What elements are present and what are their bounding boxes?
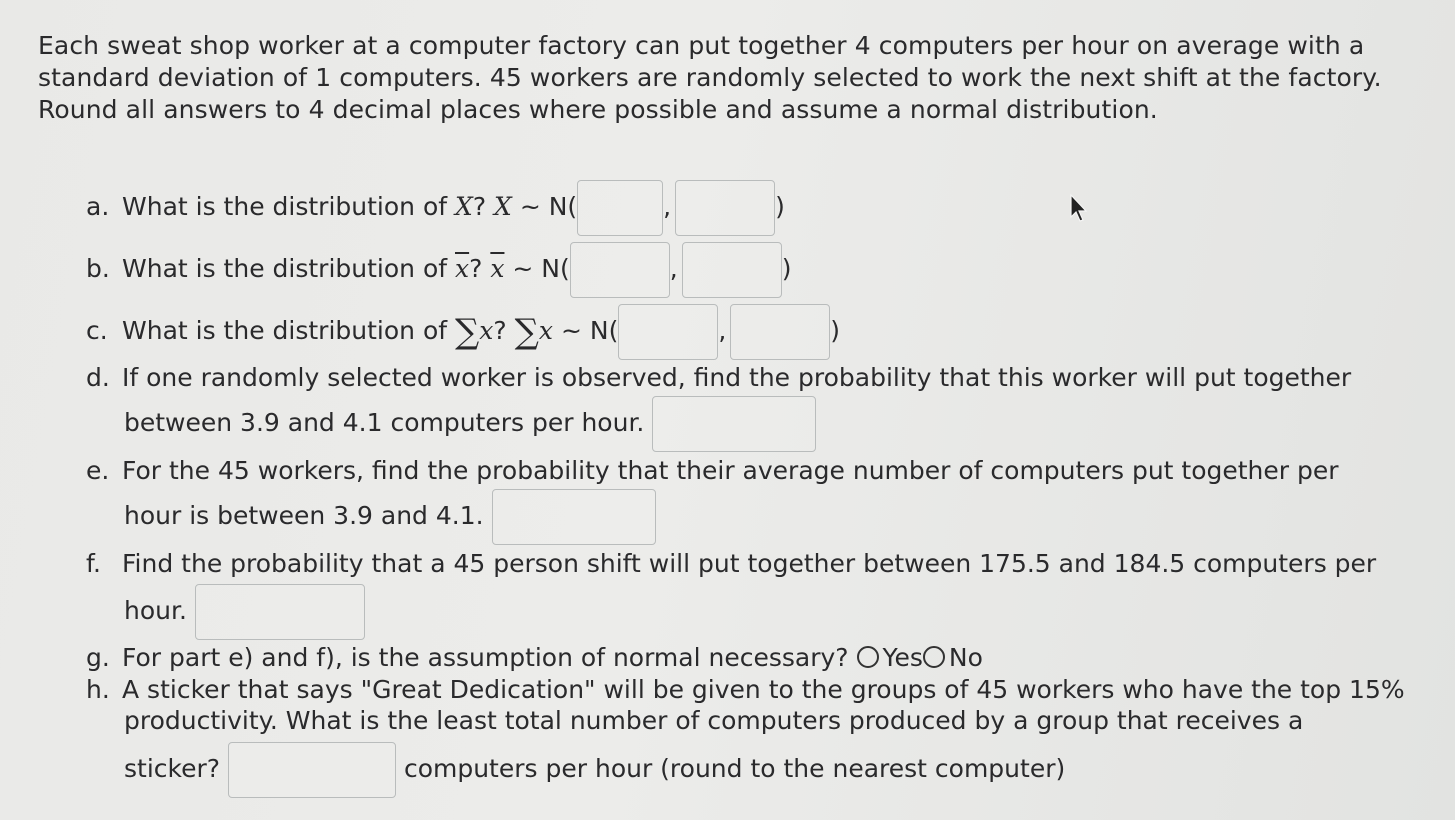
sd-answer-input[interactable] (730, 304, 830, 360)
question-f (86, 548, 1376, 580)
variable-x: x (538, 316, 554, 345)
mean-answer-input[interactable] (618, 304, 718, 360)
question-text: What is the distribution of (122, 254, 448, 283)
question-label: a. (86, 192, 110, 221)
question-text: What is the distribution of (122, 316, 448, 345)
question-label: e. (86, 456, 110, 485)
question-label: h. (86, 675, 110, 704)
normal-notation: ~ N( (512, 254, 570, 283)
variable-x-bar: $\overline{x}$ (490, 254, 505, 283)
question-mark: ? (493, 316, 507, 345)
question-c (86, 304, 840, 360)
no-radio[interactable] (923, 646, 945, 668)
question-text: If one randomly selected worker is observed, find the probability that this worker will put together (122, 363, 1352, 392)
variable-x: X (494, 192, 512, 221)
question-a (86, 180, 785, 236)
question-h-line3 (124, 742, 1065, 798)
variable-x-bar: $\overline{x}$ (455, 254, 470, 283)
question-label: d. (86, 363, 110, 392)
question-f-line2 (124, 584, 365, 640)
yes-radio[interactable] (857, 646, 879, 668)
question-text: productivity. What is the least total number of computers produced by a group that receives a (124, 706, 1304, 735)
question-d-line2 (124, 396, 816, 452)
problem-statement: Each sweat shop worker at a computer factory can put together 4 computers per hour on average with a standard deviation of 1 computers. 45 workers are randomly selected to work the next shift at the factory. Round all answers to 4 decimal places where possible and assume a normal distribution. (38, 31, 1382, 124)
question-mark: ? (469, 254, 483, 283)
normal-notation: ~ N( (560, 316, 619, 345)
question-e-line2 (124, 489, 656, 545)
question-text: hour is between 3.9 and 4.1. (124, 501, 484, 530)
question-text: For part e) and f), is the assumption of normal necessary? (122, 643, 849, 672)
no-option-label: No (948, 643, 983, 672)
question-text: A sticker that says "Great Dedication" will be given to the groups of 45 workers who have the top 15% (122, 675, 1405, 704)
yes-option-label: Yes (882, 643, 923, 672)
sigma-symbol: ∑ (455, 312, 480, 352)
probability-answer-input[interactable] (652, 396, 816, 452)
answer-suffix: computers per hour (round to the nearest computer) (403, 754, 1066, 783)
computers-answer-input[interactable] (228, 742, 396, 798)
variable-x: x (479, 316, 494, 345)
question-label: f. (86, 549, 101, 578)
close-paren: ) (775, 192, 785, 221)
mean-answer-input[interactable] (570, 242, 670, 298)
normal-notation: ~ N( (519, 192, 578, 221)
question-text: hour. (124, 596, 187, 625)
question-h-line2 (124, 705, 1303, 737)
close-paren: ) (830, 316, 841, 345)
sd-answer-input[interactable] (675, 180, 775, 236)
question-g (86, 642, 983, 674)
comma: , (663, 192, 672, 221)
question-mark: ? (472, 192, 487, 221)
question-b (86, 242, 791, 298)
mouse-cursor-icon (1069, 193, 1089, 223)
question-text: sticker? (124, 754, 221, 783)
mean-answer-input[interactable] (577, 180, 663, 236)
probability-answer-input[interactable] (492, 489, 656, 545)
question-label: c. (86, 316, 108, 345)
question-d (86, 362, 1351, 394)
question-text: For the 45 workers, find the probability that their average number of computers put together per (122, 456, 1339, 485)
question-text: What is the distribution of (122, 192, 448, 221)
close-paren: ) (781, 254, 792, 283)
question-h (86, 674, 1405, 706)
sigma-symbol: ∑ (514, 312, 539, 352)
comma: , (718, 316, 727, 345)
question-label: g. (86, 643, 110, 672)
question-e (86, 455, 1339, 487)
question-text: between 3.9 and 4.1 computers per hour. (124, 408, 645, 437)
question-label: b. (86, 254, 110, 283)
sd-answer-input[interactable] (682, 242, 782, 298)
comma: , (669, 254, 678, 283)
variable-x: X (455, 192, 473, 221)
question-text: Find the probability that a 45 person shift will put together between 175.5 and 184.5 computers per (122, 549, 1377, 578)
probability-answer-input[interactable] (195, 584, 365, 640)
